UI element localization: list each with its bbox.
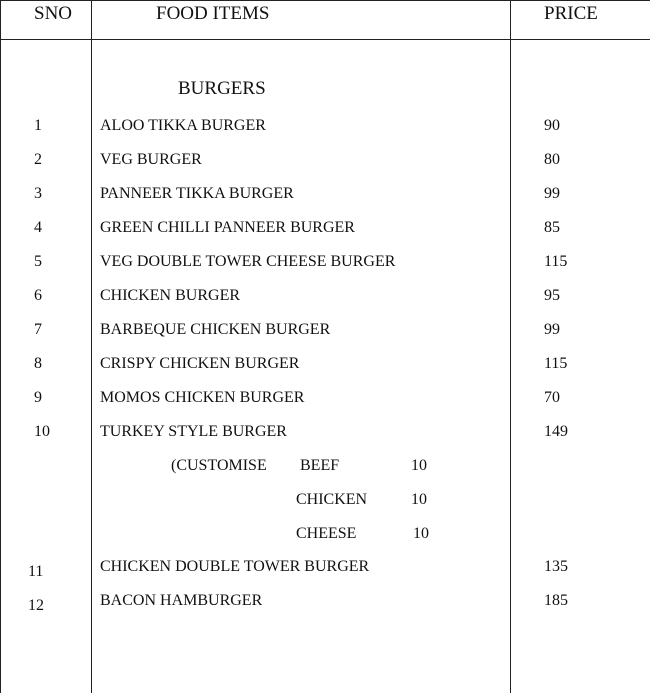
row-sno: 5	[34, 253, 42, 270]
section-title-burgers: BURGERS	[178, 78, 266, 99]
column-divider-price	[510, 0, 511, 693]
row-item-name: MOMOS CHICKEN BURGER	[100, 389, 305, 406]
row-sno: 7	[34, 321, 42, 338]
column-divider-sno	[91, 0, 92, 693]
row-item-name: CHICKEN DOUBLE TOWER BURGER	[100, 558, 370, 575]
table-border-top	[0, 0, 650, 1]
row-sno: 4	[34, 219, 42, 236]
header-price: PRICE	[544, 3, 598, 24]
row-item-name: ALOO TIKKA BURGER	[100, 117, 266, 134]
row-price: 95	[544, 287, 560, 304]
customise-option-price: 10	[411, 491, 427, 508]
row-price: 99	[544, 185, 560, 202]
row-sno: 10	[34, 423, 50, 440]
customise-label: (CUSTOMISE	[171, 457, 267, 474]
row-price: 99	[544, 321, 560, 338]
row-item-name: GREEN CHILLI PANNEER BURGER	[100, 219, 355, 236]
row-price: 135	[544, 558, 568, 575]
customise-option-price: 10	[411, 457, 427, 474]
customise-option-name: CHEESE	[296, 525, 357, 542]
row-sno: 1	[34, 117, 42, 134]
customise-option-name: BEEF	[300, 457, 340, 474]
row-item-name: CHICKEN BURGER	[100, 287, 241, 304]
row-price: 70	[544, 389, 560, 406]
row-price: 85	[544, 219, 560, 236]
customise-option-price: 10	[413, 525, 429, 542]
row-price: 90	[544, 117, 560, 134]
table-border-left	[0, 0, 1, 693]
row-price: 80	[544, 151, 560, 168]
row-sno: 2	[34, 151, 42, 168]
row-item-name: TURKEY STYLE BURGER	[100, 423, 287, 440]
row-price: 185	[544, 592, 568, 609]
row-sno: 12	[28, 597, 44, 614]
row-price: 149	[544, 423, 568, 440]
row-sno: 3	[34, 185, 42, 202]
header-sno: SNO	[34, 3, 73, 24]
header-food-items: FOOD ITEMS	[156, 3, 270, 24]
row-item-name: BACON HAMBURGER	[100, 592, 263, 609]
row-item-name: BARBEQUE CHICKEN BURGER	[100, 321, 331, 338]
row-item-name: PANNEER TIKKA BURGER	[100, 185, 294, 202]
row-price: 115	[544, 253, 568, 270]
customise-option-name: CHICKEN	[296, 491, 368, 508]
row-item-name: VEG DOUBLE TOWER CHEESE BURGER	[100, 253, 396, 270]
row-sno: 8	[34, 355, 42, 372]
row-sno: 9	[34, 389, 42, 406]
row-item-name: VEG BURGER	[100, 151, 202, 168]
row-sno: 6	[34, 287, 42, 304]
row-price: 115	[544, 355, 568, 372]
header-divider	[0, 39, 650, 40]
row-item-name: CRISPY CHICKEN BURGER	[100, 355, 300, 372]
row-sno: 11	[28, 563, 44, 580]
